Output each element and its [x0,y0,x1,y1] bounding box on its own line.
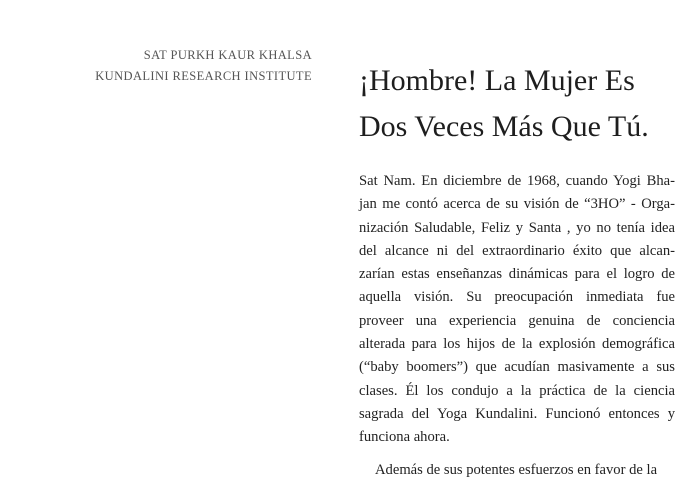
paragraph-line: alterada para los hijos de la explosión demográfica [359,336,675,353]
paragraph-line: funciona ahora. [359,429,450,446]
paragraph-line: zarían estas enseñanzas dinámicas para el logro de [359,266,675,283]
article [359,58,675,482]
paragraph-1 [359,170,675,450]
paragraph-line: aquella visión. Su preocupación inmediata fue [359,289,675,306]
paragraph-line: jan me contó acerca de su visión de “3HO” - Orga- [359,196,675,213]
paragraph-line: del alcance ni del extraordinario éxito que alcan- [359,242,675,259]
paragraph-line: clases. Él los condujo a la práctica de la ciencia [359,382,675,399]
title-line-2: Dos Veces Más Que Tú. [359,110,649,143]
article-title [359,58,675,150]
paragraph-line: Además de sus potentes esfuerzos en favor de la [375,461,658,478]
paragraph-line: sagrada del Yoga Kundalini. Funcionó entonces y [359,405,675,422]
author-block [95,45,312,87]
paragraph-line: Sat Nam. En diciembre de 1968, cuando Yogi Bha- [359,173,675,189]
author-institute: KUNDALINI RESEARCH INSTITUTE [95,69,312,83]
paragraph-2 [359,459,675,482]
title-line-1: ¡Hombre! La Mujer Es [359,64,635,97]
paragraph-line: nización Saludable, Feliz y Santa , yo no tenía idea [359,219,675,236]
author-name: SAT PURKH KAUR KHALSA [143,48,312,62]
paragraph-line: (“baby boomers”) que acudían masivamente a sus [359,359,675,376]
paragraph-line: proveer una experiencia genuina de conciencia [359,312,675,329]
